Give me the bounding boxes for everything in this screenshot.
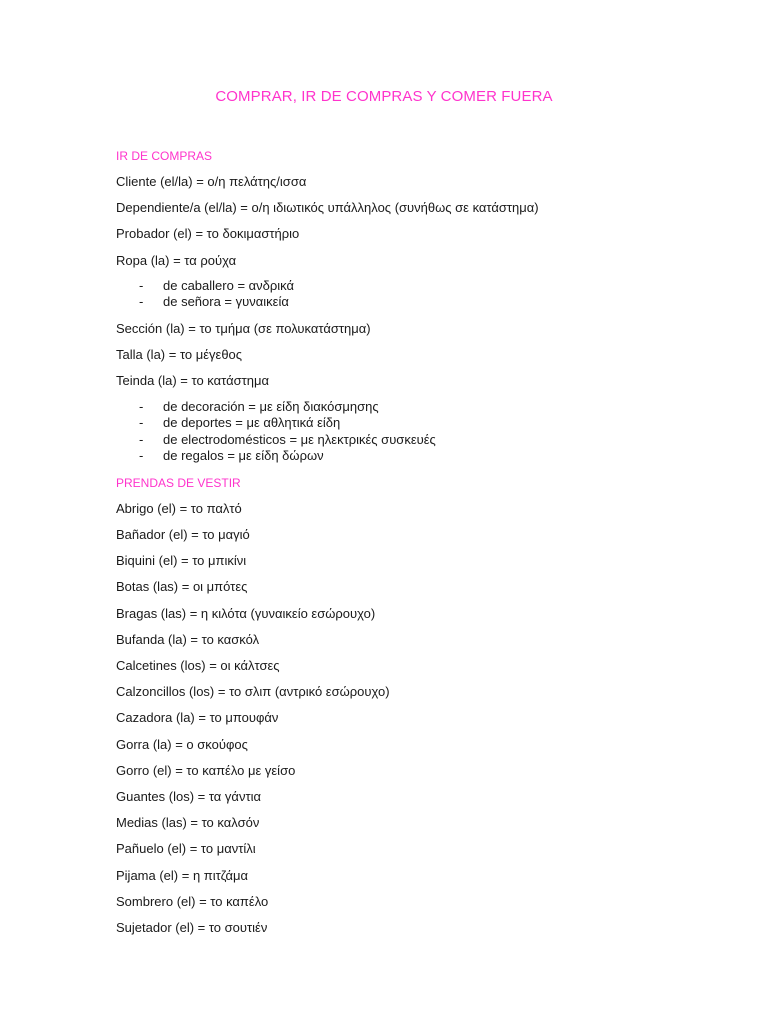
dash-bullet: - bbox=[139, 294, 144, 310]
sublist-text: de decoración = με είδη διακόσμησης bbox=[163, 398, 379, 414]
vocab-entry: Pañuelo (el) = το μαντίλι bbox=[116, 841, 256, 857]
vocab-entry: Medias (las) = το καλσόν bbox=[116, 815, 260, 831]
vocab-entry: Guantes (los) = τα γάντια bbox=[116, 788, 261, 804]
document-title: COMPRAR, IR DE COMPRAS Y COMER FUERA bbox=[215, 88, 553, 105]
sublist-item bbox=[116, 432, 736, 449]
ropa-sublist bbox=[116, 278, 736, 311]
sublist-item bbox=[116, 448, 736, 465]
vocab-entry: Botas (las) = οι μπότες bbox=[116, 579, 248, 595]
vocab-entry: Sujetador (el) = το σουτιέν bbox=[116, 919, 268, 935]
vocab-entry: Biquini (el) = το μπικίνι bbox=[116, 553, 247, 569]
section-heading-ir-de-compras: IR DE COMPRAS bbox=[116, 149, 213, 163]
dash-bullet: - bbox=[139, 398, 144, 414]
sublist-item bbox=[116, 415, 736, 432]
vocab-entry: Ropa (la) = τα ρούχα bbox=[116, 252, 237, 268]
dash-bullet: - bbox=[139, 415, 144, 431]
sublist-item bbox=[116, 399, 736, 416]
tienda-sublist bbox=[116, 399, 736, 465]
sublist-text: de regalos = με είδη δώρων bbox=[163, 448, 324, 464]
sublist-item bbox=[116, 294, 736, 311]
vocab-entry: Abrigo (el) = το παλτό bbox=[116, 500, 242, 516]
vocab-entry: Talla (la) = το μέγεθος bbox=[116, 347, 243, 363]
vocab-entry: Probador (el) = το δοκιμαστήριο bbox=[116, 226, 300, 242]
vocab-entry: Teinda (la) = το κατάστημα bbox=[116, 373, 270, 389]
vocab-entry: Bufanda (la) = το κασκόλ bbox=[116, 631, 260, 647]
sublist-text: de electrodomésticos = με ηλεκτρικές συσκευές bbox=[163, 431, 436, 447]
vocab-entry: Gorra (la) = ο σκούφος bbox=[116, 736, 248, 752]
vocab-entry: Dependiente/a (el/la) = ο/η ιδιωτικός υπάλληλος (συνήθως σε κατάστημα) bbox=[116, 200, 539, 216]
document-body bbox=[116, 148, 736, 946]
vocab-entry: Calcetines (los) = οι κάλτσες bbox=[116, 658, 280, 673]
vocab-entry: Cliente (el/la) = ο/η πελάτης/ισσα bbox=[116, 174, 307, 189]
dash-bullet: - bbox=[139, 448, 144, 464]
sublist-text: de deportes = με αθλητικά είδη bbox=[163, 415, 341, 431]
section-heading-prendas-de-vestir: PRENDAS DE VESTIR bbox=[116, 475, 241, 490]
vocab-entry: Sombrero (el) = το καπέλο bbox=[116, 893, 269, 909]
sublist-text: de caballero = ανδρικά bbox=[163, 277, 295, 293]
sublist-item bbox=[116, 278, 736, 295]
dash-bullet: - bbox=[139, 277, 144, 293]
vocab-entry: Cazadora (la) = το μπουφάν bbox=[116, 710, 279, 726]
vocab-entry: Bragas (las) = η κιλότα (γυναικείο εσώρουχο) bbox=[116, 605, 376, 621]
vocab-entry: Gorro (el) = το καπέλο με γείσο bbox=[116, 762, 296, 778]
sublist-text: de señora = γυναικεία bbox=[163, 294, 289, 310]
vocab-entry: Bañador (el) = το μαγιό bbox=[116, 527, 250, 543]
vocab-entry: Pijama (el) = η πιτζάμα bbox=[116, 867, 248, 883]
vocab-entry: Calzoncillos (los) = το σλιπ (αντρικό εσώρουχο) bbox=[116, 684, 390, 700]
dash-bullet: - bbox=[139, 431, 144, 447]
vocab-entry: Sección (la) = το τμήμα (σε πολυκατάστημα) bbox=[116, 320, 371, 336]
